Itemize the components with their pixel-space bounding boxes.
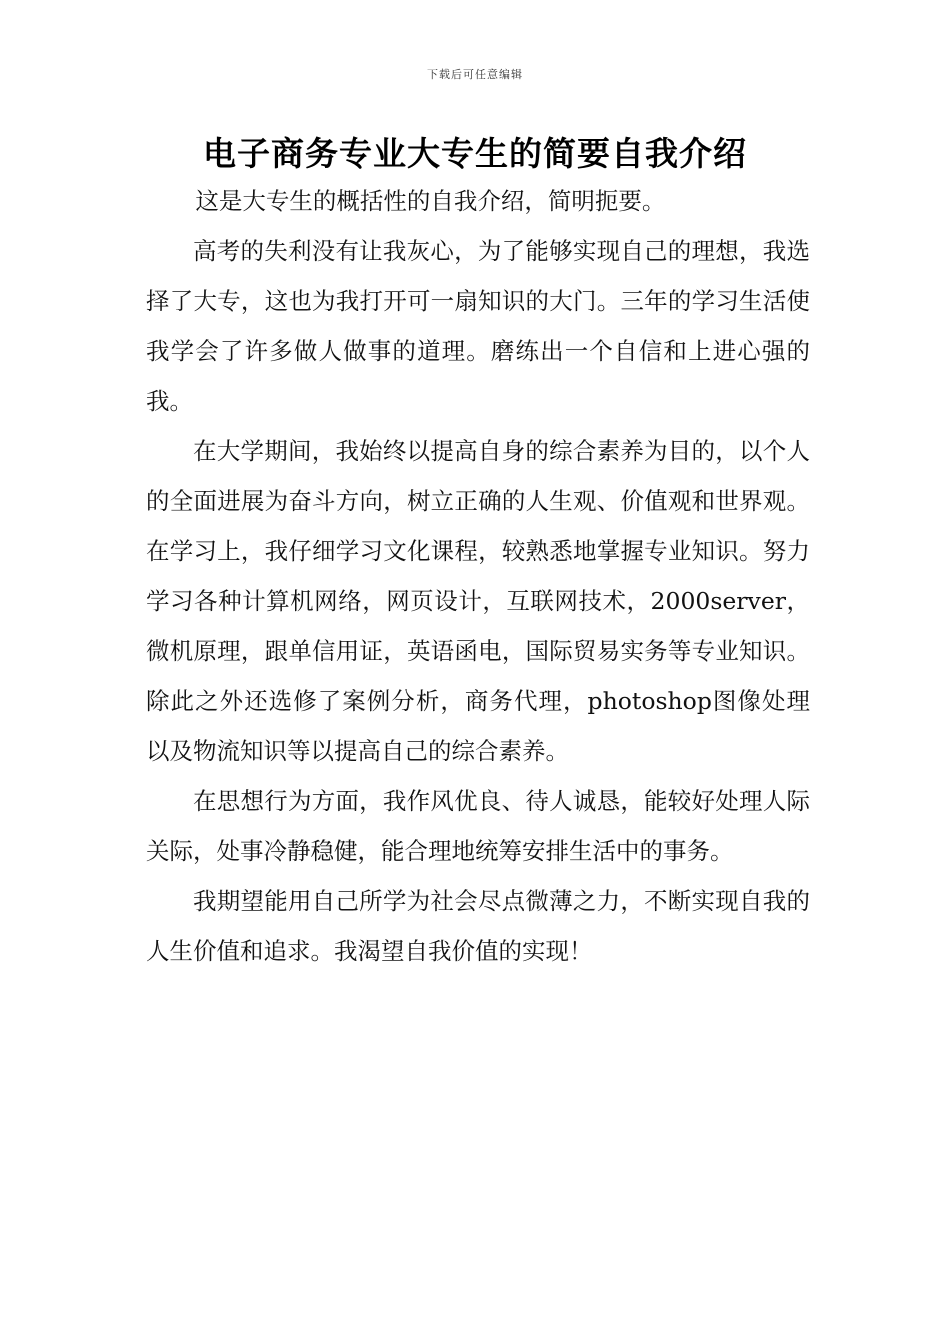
header-note: 下载后可任意编辑 xyxy=(427,68,523,81)
paragraph-university: 在大学期间，我始终以提高自身的综合素养为目的，以个人的全面进展为奋斗方向，树立正确的人生观、价值观和世界观。在学习上，我仔细学习文化课程，较熟悉地掌握专业知识。努力学习各种计算机网络，网页设计，互联网技术，2000server，微机原理，跟单信用证，英语函电，国际贸易实务等专业知识。除此之外还选修了案例分析，商务代理，photoshop图像处理以及物流知识等以提高自己的综合素养。 xyxy=(146,437,810,765)
paragraph-intro: 这是大专生的概括性的自我介绍，简明扼要。 xyxy=(195,187,666,215)
paragraph-conduct: 在思想行为方面，我作风优良、待人诚恳，能较好处理人际关际，处事冷静稳健，能合理地统筹安排生活中的事务。 xyxy=(146,787,810,865)
document-title: 电子商务专业大专生的简要自我介绍 xyxy=(203,134,747,173)
paragraph-background: 高考的失利没有让我灰心，为了能够实现自己的理想，我选择了大专，这也为我打开可一扇知识的大门。三年的学习生活使我学会了许多做人做事的道理。磨练出一个自信和上进心强的我。 xyxy=(146,237,810,415)
document-body xyxy=(146,176,810,976)
paragraph-aspiration: 我期望能用自己所学为社会尽点微薄之力，不断实现自我的人生价值和追求。我渴望自我价值的实现！ xyxy=(146,887,810,965)
